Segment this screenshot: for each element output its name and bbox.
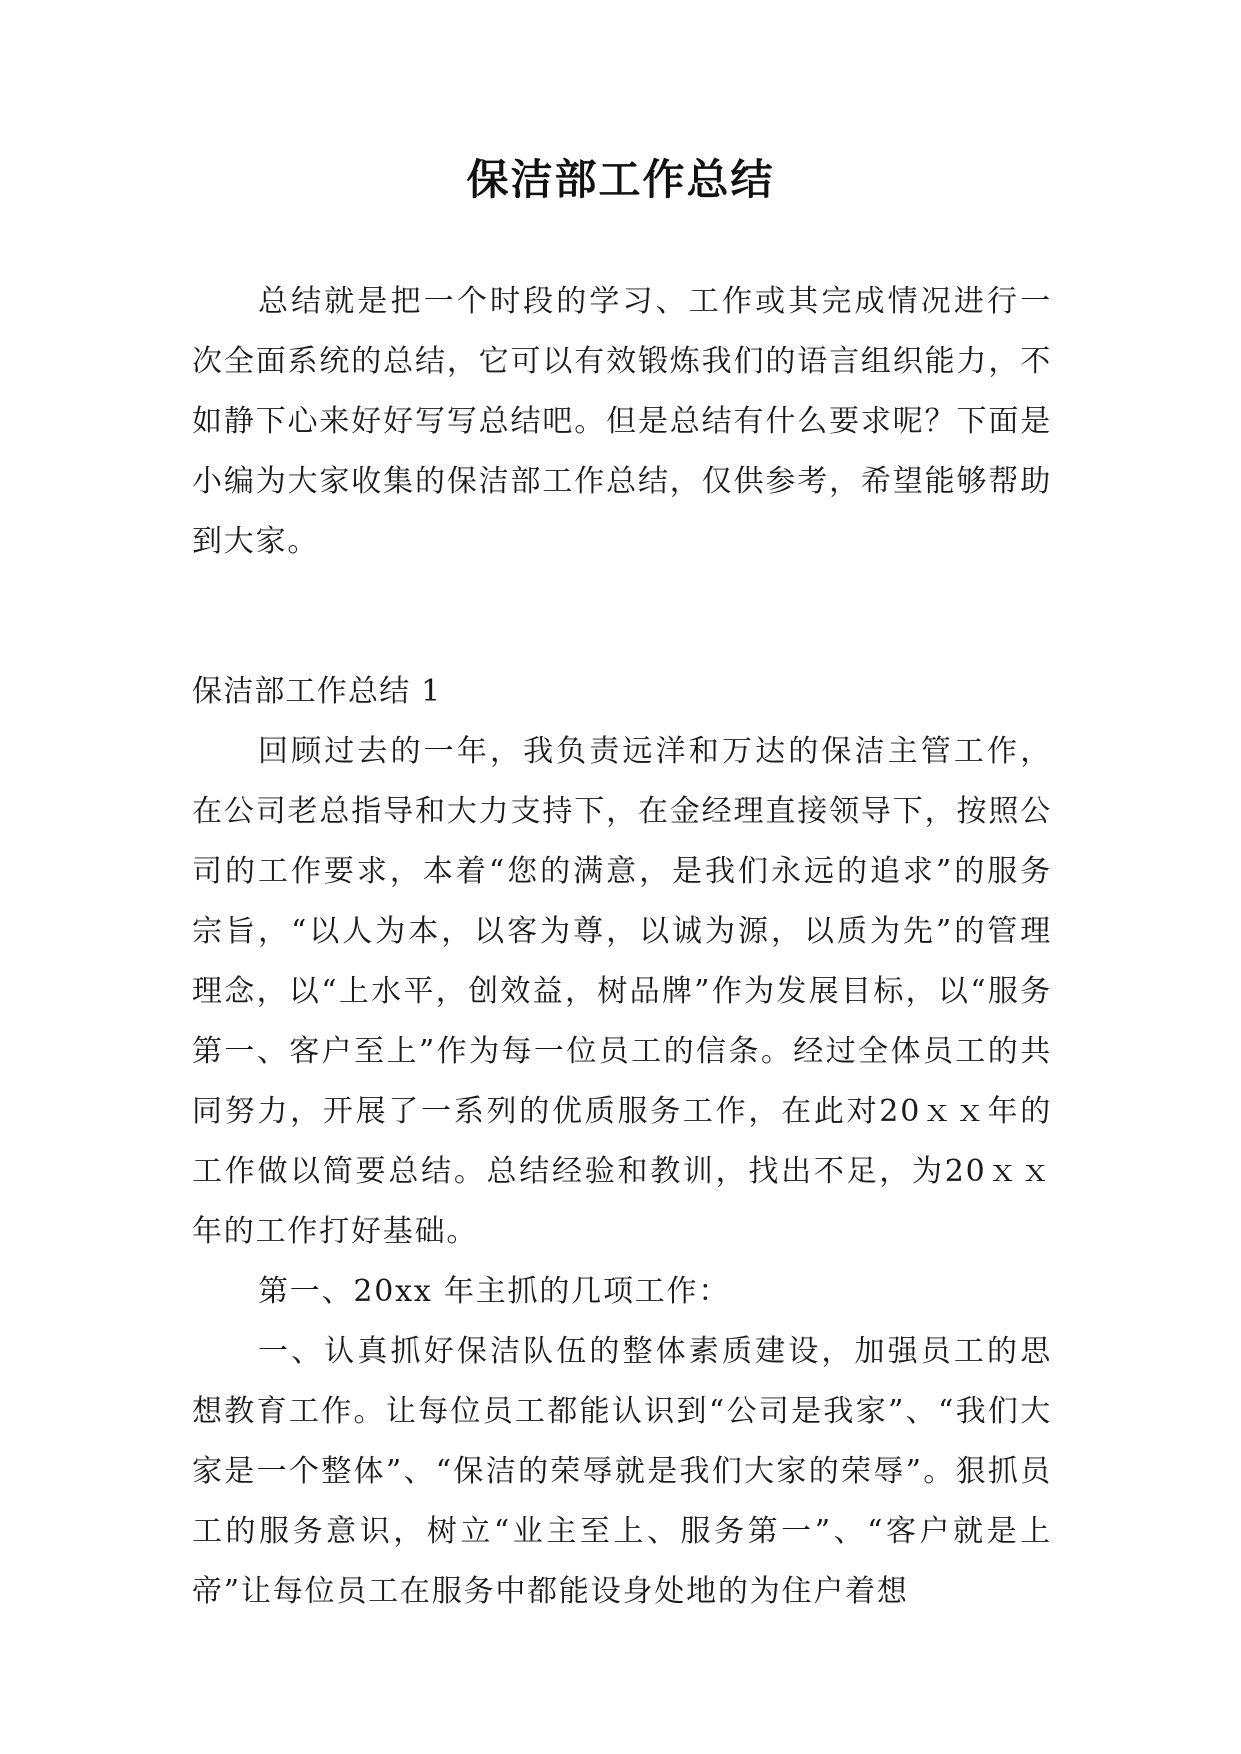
document-title: 保洁部工作总结	[466, 155, 775, 204]
body-paragraph: 一、认真抓好保洁队伍的整体素质建设，加强员工的思想教育工作。让每位员工都能认识到“公司是我家”、“我们大家是一个整体”、“保洁的荣辱就是我们大家的荣辱”。狠抓员工的服务意识，树立“业主至上、服务第一”、“客户就是上帝”让每位员工在服务中都能设身处地的为住户着想	[192, 1334, 1052, 1609]
body-paragraph: 回顾过去的一年，我负责远洋和万达的保洁主管工作，在公司老总指导和大力支持下，在金经理直接领导下，按照公司的工作要求，本着“您的满意，是我们永远的追求”的服务宗旨，“以人为本，以客为尊，以诚为源，以质为先”的管理理念，以“上水平，创效益，树品牌”作为发展目标，以“服务第一、客户至上”作为每一位员工的信条。经过全体员工的共同努力，开展了一系列的优质服务工作，在此对20ｘｘ年的工作做以简要总结。总结经验和教训，找出不足，为20ｘｘ年的工作打好基础。	[192, 734, 1052, 1249]
section-heading: 保洁部工作总结 1	[192, 674, 442, 709]
section-spacer	[192, 572, 1052, 662]
intro-paragraph: 总结就是把一个时段的学习、工作或其完成情况进行一次全面系统的总结，它可以有效锻炼我们的语言组织能力，不如静下心来好好写写总结吧。但是总结有什么要求呢？下面是小编为大家收集的保洁部工作总结，仅供参考，希望能够帮助到大家。	[192, 284, 1052, 559]
body-paragraph: 第一、20xx 年主抓的几项工作：	[258, 1274, 731, 1309]
document-body	[192, 272, 1052, 1622]
